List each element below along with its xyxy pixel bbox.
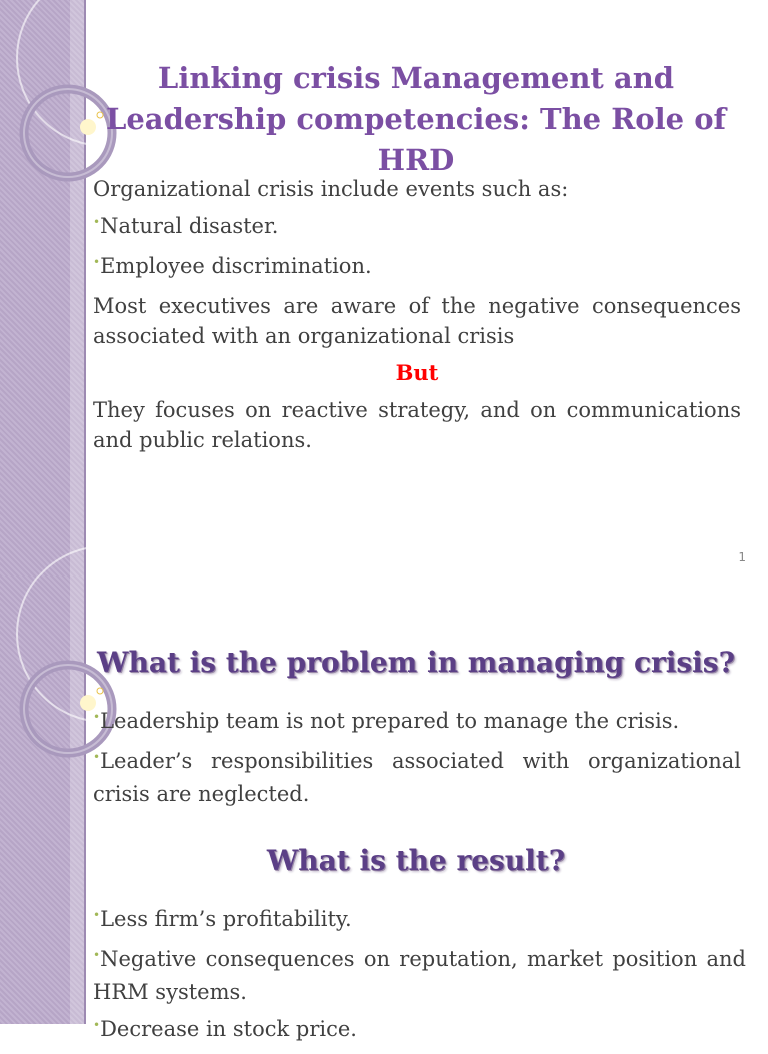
bullet-dot-icon: • [93,908,101,922]
list-item: •Natural disaster. [93,214,279,238]
problem-heading: What is the problem in managing crisis? [97,646,735,679]
slide-2 [0,576,768,1041]
page-number: 1 [738,550,746,564]
slide-title: Linking crisis Management and Leadership competencies: The Role of HRD [105,61,727,177]
bullet-dot-icon: • [93,1018,101,1032]
result-list [93,904,746,1054]
list-item: •Less firm’s profitability. [93,907,352,931]
closing-paragraph: They focuses on reactive strategy, and on communications and public relations. [93,398,741,452]
but-emphasis: But [395,360,439,385]
result-heading: What is the result? [266,844,566,877]
list-item: •Leadership team is not prepared to manage the crisis. [93,709,680,733]
bullet-dot-icon: • [93,948,101,962]
list-item: •Decrease in stock price. [93,1017,357,1041]
bullet-dot-icon: • [93,255,101,269]
bullet-dot-icon: • [93,710,101,724]
slide-body [93,174,741,462]
executives-paragraph: Most executives are aware of the negative consequences associated with an organizational crisis [93,294,741,348]
list-item: •Negative consequences on reputation, market position and HRM systems. [93,947,746,1004]
bullet-dot-icon: • [93,215,101,229]
list-item: •Employee discrimination. [93,254,372,278]
intro-text: Organizational crisis include events such as: [93,177,569,201]
problem-list [93,706,741,816]
list-item: •Leader’s responsibilities associated with organizational crisis are neglected. [93,749,741,806]
bullet-dot-icon: • [93,750,101,764]
